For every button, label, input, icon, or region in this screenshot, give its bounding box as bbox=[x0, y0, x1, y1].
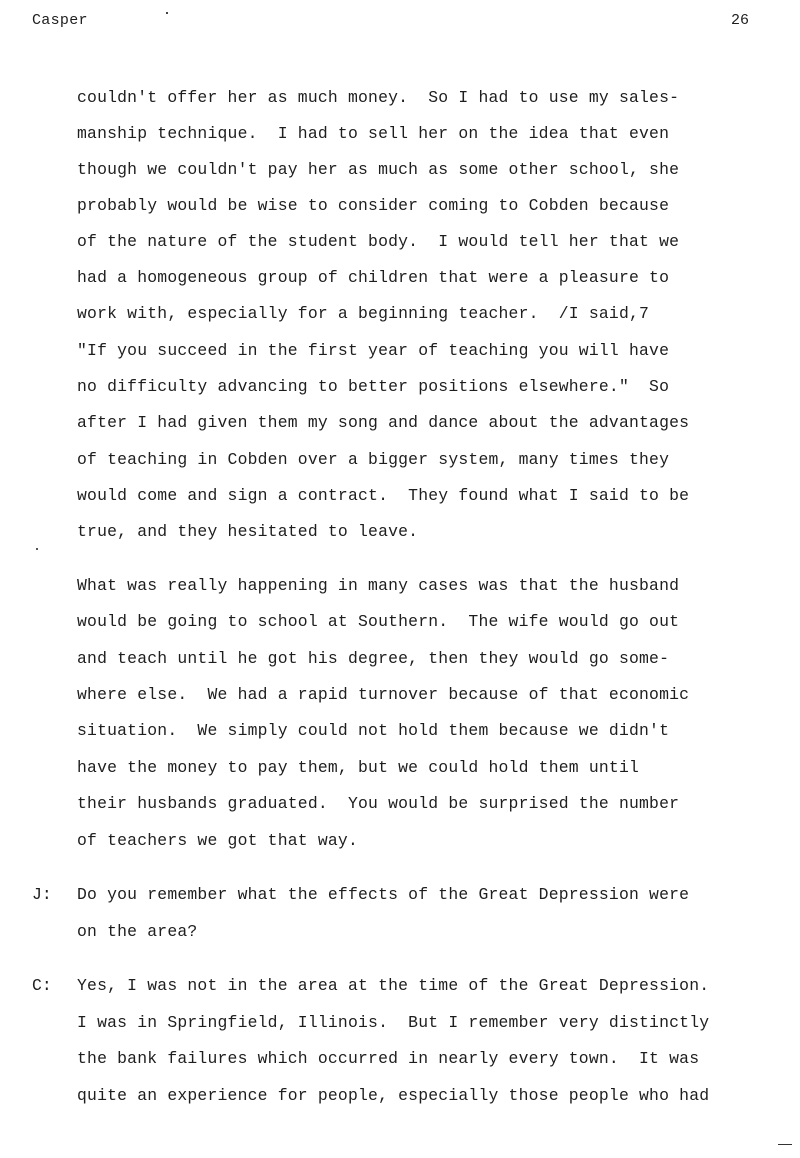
answer-line: the bank failures which occurred in nearly every town. It was bbox=[77, 1049, 700, 1068]
paragraph-1-line: couldn't offer her as much money. So I had to use my sales- bbox=[77, 88, 680, 107]
page-number: 26 bbox=[731, 12, 750, 29]
paragraph-1-line: would come and sign a contract. They found what I said to be bbox=[77, 486, 690, 505]
question-line: Do you remember what the effects of the Great Depression were bbox=[77, 885, 690, 904]
paragraph-2-line: and teach until he got his degree, then they would go some- bbox=[77, 649, 670, 668]
speck-mark bbox=[36, 548, 38, 550]
paragraph-2-line: have the money to pay them, but we could hold them until bbox=[77, 758, 640, 777]
question-line: on the area? bbox=[77, 922, 198, 941]
answer-line: I was in Springfield, Illinois. But I remember very distinctly bbox=[77, 1013, 710, 1032]
paragraph-1-line: of the nature of the student body. I would tell her that we bbox=[77, 232, 680, 251]
paragraph-1-line: true, and they hesitated to leave. bbox=[77, 522, 419, 541]
speaker-label: C: bbox=[32, 976, 52, 995]
speaker-label: J: bbox=[32, 885, 52, 904]
paragraph-1-line: probably would be wise to consider coming to Cobden because bbox=[77, 196, 670, 215]
paragraph-2-line: their husbands graduated. You would be surprised the number bbox=[77, 794, 680, 813]
answer-line: Yes, I was not in the area at the time of the Great Depression. bbox=[77, 976, 710, 995]
paragraph-1-line: had a homogeneous group of children that were a pleasure to bbox=[77, 268, 670, 287]
paragraph-1-line: of teaching in Cobden over a bigger system, many times they bbox=[77, 450, 670, 469]
paragraph-2-line: where else. We had a rapid turnover because of that economic bbox=[77, 685, 690, 704]
paragraph-2-line: situation. We simply could not hold them because we didn't bbox=[77, 721, 670, 740]
paragraph-1-line: manship technique. I had to sell her on the idea that even bbox=[77, 124, 670, 143]
paragraph-1-line: though we couldn't pay her as much as some other school, she bbox=[77, 160, 680, 179]
answer-line: quite an experience for people, especially those people who had bbox=[77, 1086, 710, 1105]
paragraph-1-line: work with, especially for a beginning teacher. /I said,7 bbox=[77, 304, 650, 323]
paragraph-2-line: What was really happening in many cases was that the husband bbox=[77, 576, 680, 595]
paragraph-1-line: "If you succeed in the first year of teaching you will have bbox=[77, 341, 670, 360]
paragraph-2-line: would be going to school at Southern. The wife would go out bbox=[77, 612, 680, 631]
header-name: Casper bbox=[32, 12, 88, 29]
paragraph-1-line: no difficulty advancing to better positions elsewhere." So bbox=[77, 377, 670, 396]
paragraph-1-line: after I had given them my song and dance about the advantages bbox=[77, 413, 690, 432]
paragraph-2-line: of teachers we got that way. bbox=[77, 831, 359, 850]
edge-mark bbox=[778, 1144, 792, 1145]
speck-mark bbox=[166, 12, 168, 14]
